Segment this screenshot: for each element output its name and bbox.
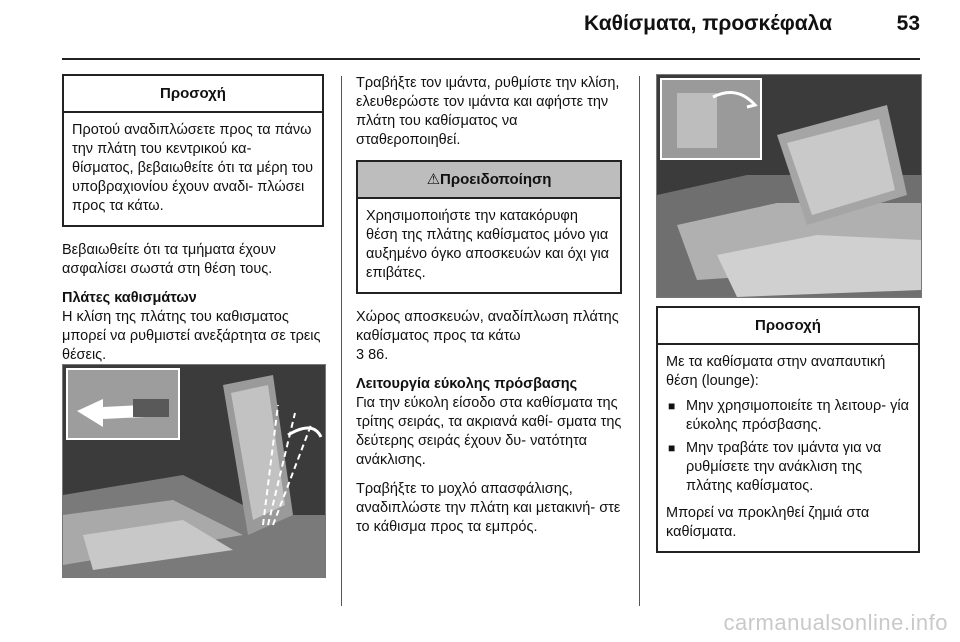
warning-body: Χρησιμοποιήστε την κατακόρυφη θέση της πλάτης καθίσματος μόνο για αυξημένο όγκο αποσκευών και όχι για επιβάτες. (366, 208, 610, 281)
caution-title: Προσοχή (658, 308, 918, 345)
column-3 (656, 306, 920, 567)
caution-outro: Μπορεί να προκληθεί ζημιά στα καθίσματα. (666, 505, 870, 540)
page-reference-arrow-icon: 3 (356, 347, 365, 363)
column-divider-1 (341, 76, 342, 606)
caution-title: Προσοχή (64, 76, 322, 113)
bullet-item: ■ Μην τραβάτε τον ιμάντα για να ρυθμίσετε την ανάκλιση της πλάτης καθίσματος. (666, 439, 910, 496)
paragraph-text: Χώρος αποσκευών, αναδίπλωση πλάτης καθίσματος προς τα κάτω (356, 309, 619, 344)
warning-triangle-icon: ⚠ (426, 171, 441, 188)
column-divider-2 (639, 76, 640, 606)
subheading-easy-entry: Λειτουργία εύκολης πρόσβασης (356, 376, 578, 392)
paragraph-cross-reference (356, 308, 622, 365)
paragraph: Η κλίση της πλάτης του καθισματος μπορεί να ρυθμιστεί ανεξάρτητα σε τρεις θέσεις. (62, 309, 321, 363)
paragraph: Τραβήξτε τον ιμάντα, ρυθμίστε την κλίση, ελευθερώστε τον ιμάντα και αφήστε την πλάτη του καθίσματος να σταθεροποιηθεί. (356, 75, 620, 148)
page-header-title: Καθίσματα, προσκέφαλα (584, 12, 832, 35)
subheading-seat-backs: Πλάτες καθισμάτων (62, 290, 197, 306)
bullet-item: ■ Μην χρησιμοποιείτε τη λειτουρ- γία εύκολης πρόσβασης. (666, 397, 910, 435)
seat-fold-illustration (656, 74, 922, 298)
paragraph: Βεβαιωθείτε ότι τα τμήματα έχουν ασφαλίσει σωστά στη θέση τους. (62, 242, 276, 277)
caution-body: Προτού αναδιπλώσετε προς τα πάνω την πλάτη του κεντρικού κα- θίσματος, βεβαιωθείτε ότι τα μέρη του υποβραχιονίου έχουν αναδι- πλώσει προς τα κάτω. (72, 122, 314, 214)
caution-box-2 (656, 306, 920, 553)
warning-header (358, 162, 620, 199)
watermark: carmanualsonline.info (723, 610, 948, 635)
caution-body (658, 345, 918, 551)
column-2 (356, 74, 622, 547)
warning-title: Προειδοποίηση (440, 171, 552, 188)
caution-bullet-list (666, 397, 910, 496)
caution-box-1 (62, 74, 324, 227)
column-1 (62, 74, 324, 375)
warning-box (356, 160, 622, 294)
paragraph: Για την εύκολη είσοδο στα καθίσματα της τρίτης σειράς, τα ακριανά καθί- σματα της δεύτερης σειράς έχουν δυ- νατότητα ανάκλισης. (356, 395, 622, 468)
caution-intro: Με τα καθίσματα στην αναπαυτική θέση (lounge): (666, 354, 886, 389)
seat-recline-illustration (62, 364, 326, 578)
paragraph: Τραβήξτε το μοχλό απασφάλισης, αναδιπλώστε την πλάτη και μετακινή- στε το κάθισμα προς τα εμπρός. (356, 481, 621, 535)
page-reference: 86. (368, 347, 389, 363)
header-rule (62, 58, 920, 60)
page-number: 53 (896, 12, 920, 35)
